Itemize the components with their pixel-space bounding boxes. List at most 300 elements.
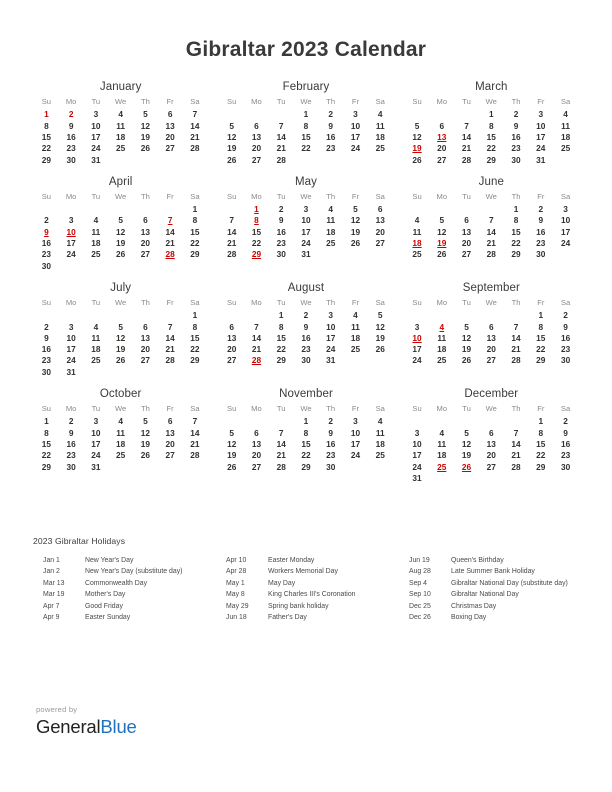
day-cell: 3 bbox=[353, 109, 358, 120]
day-cell: 9 bbox=[538, 215, 544, 226]
day-cell: 18 bbox=[91, 344, 101, 355]
day-cell: 14 bbox=[227, 226, 237, 237]
week-row bbox=[34, 462, 207, 473]
day-cell: 17 bbox=[66, 344, 76, 355]
day-cell: 19 bbox=[227, 143, 237, 154]
week-row bbox=[219, 132, 392, 143]
month-table bbox=[34, 299, 207, 378]
holiday-list-item bbox=[226, 601, 399, 612]
day-cell: 11 bbox=[561, 120, 570, 131]
holiday-name: New Year's Day bbox=[85, 557, 134, 564]
day-cell: 14 bbox=[165, 332, 175, 343]
weekday-header-th: Th bbox=[511, 297, 521, 307]
holiday-list-item bbox=[43, 555, 216, 566]
day-cell: 11 bbox=[116, 427, 126, 438]
day-cell: 21 bbox=[511, 344, 521, 355]
holiday-name: Mother's Day bbox=[85, 591, 126, 599]
day-cell: 19 bbox=[116, 344, 126, 355]
weekday-header-tu: Tu bbox=[91, 191, 101, 201]
month-table bbox=[219, 405, 392, 473]
day-cell-empty bbox=[244, 416, 269, 427]
day-cell: 7 bbox=[464, 120, 469, 131]
day-cell: 19 bbox=[350, 226, 361, 237]
weekday-header-we: We bbox=[300, 191, 312, 201]
day-cell: 8 bbox=[513, 215, 519, 226]
day-cell-empty bbox=[183, 367, 208, 378]
weekday-header-su: Su bbox=[412, 191, 422, 201]
week-row bbox=[405, 121, 578, 132]
day-cell: 1 bbox=[303, 416, 309, 427]
weekday-header-tu: Tu bbox=[276, 297, 286, 307]
day-cell: 18 bbox=[560, 131, 571, 142]
day-cell: 15 bbox=[41, 439, 51, 450]
day-cell: 22 bbox=[190, 344, 200, 355]
day-cell: 17 bbox=[326, 332, 336, 343]
month-name: July bbox=[110, 281, 132, 294]
day-cell-holiday: 25 bbox=[437, 461, 447, 472]
day-cell: 18 bbox=[350, 332, 361, 343]
day-cell: 29 bbox=[41, 154, 51, 165]
month-block-may bbox=[213, 176, 398, 282]
day-cell: 5 bbox=[229, 120, 235, 131]
month-name: May bbox=[294, 175, 317, 188]
day-cell: 12 bbox=[461, 439, 472, 450]
day-cell: 21 bbox=[165, 344, 175, 355]
week-row bbox=[219, 109, 392, 120]
day-cell: 2 bbox=[68, 416, 74, 427]
day-cell-empty bbox=[269, 416, 294, 427]
day-cell-empty bbox=[454, 473, 479, 484]
day-cell: 23 bbox=[326, 143, 336, 154]
day-cell: 6 bbox=[167, 109, 173, 120]
day-cell: 30 bbox=[41, 366, 51, 377]
week-row bbox=[219, 310, 392, 321]
weekday-header-fr: Fr bbox=[351, 191, 360, 201]
day-cell: 24 bbox=[91, 143, 101, 154]
weekday-header-we: We bbox=[485, 191, 497, 201]
day-cell-empty bbox=[318, 249, 343, 260]
holiday-list-item bbox=[43, 578, 216, 589]
day-cell: 3 bbox=[93, 109, 99, 120]
day-cell: 12 bbox=[412, 131, 422, 142]
day-cell: 27 bbox=[461, 249, 472, 260]
weekday-header-we: We bbox=[300, 404, 312, 414]
holiday-list-item bbox=[43, 601, 216, 612]
day-cell: 13 bbox=[227, 332, 237, 343]
holiday-list-item bbox=[43, 612, 216, 623]
day-cell: 1 bbox=[303, 109, 309, 120]
day-cell: 11 bbox=[375, 427, 385, 438]
weekday-header-th: Th bbox=[140, 404, 150, 414]
weekday-header-su: Su bbox=[227, 297, 237, 307]
day-cell-empty bbox=[219, 204, 244, 215]
day-cell: 13 bbox=[140, 226, 150, 237]
day-cell: 17 bbox=[66, 238, 76, 249]
day-cell: 28 bbox=[511, 461, 521, 472]
day-cell: 27 bbox=[140, 355, 150, 366]
day-cell: 16 bbox=[301, 332, 311, 343]
weekday-header-mo: Mo bbox=[436, 191, 448, 201]
week-row bbox=[34, 238, 207, 249]
day-cell-empty bbox=[84, 204, 109, 215]
month-block-august bbox=[213, 282, 398, 388]
day-cell: 31 bbox=[91, 154, 101, 165]
day-cell: 3 bbox=[538, 109, 544, 120]
day-cell: 14 bbox=[251, 332, 262, 343]
day-cell-empty bbox=[553, 473, 578, 484]
weekday-header-row bbox=[405, 193, 578, 204]
day-cell: 26 bbox=[227, 154, 237, 165]
month-table bbox=[405, 299, 578, 367]
day-cell: 13 bbox=[165, 120, 175, 131]
weekday-header-row bbox=[219, 299, 392, 310]
weekday-header-tu: Tu bbox=[91, 97, 101, 106]
day-cell: 10 bbox=[91, 427, 101, 438]
month-table bbox=[34, 193, 207, 272]
day-cell-holiday: 28 bbox=[251, 355, 262, 366]
day-cell: 6 bbox=[377, 204, 383, 215]
weekday-header-tu: Tu bbox=[91, 404, 101, 414]
day-cell: 5 bbox=[377, 310, 383, 321]
day-cell-empty bbox=[269, 109, 294, 120]
weekday-header-sa: Sa bbox=[560, 297, 571, 307]
day-cell: 30 bbox=[301, 355, 311, 366]
day-cell: 22 bbox=[486, 143, 496, 154]
day-cell: 10 bbox=[536, 120, 546, 131]
day-cell: 2 bbox=[278, 204, 284, 215]
holiday-date: Apr 10 bbox=[226, 557, 247, 564]
month-block-november bbox=[213, 388, 398, 494]
day-cell: 9 bbox=[328, 427, 334, 438]
day-cell: 26 bbox=[140, 143, 150, 154]
day-cell: 7 bbox=[229, 215, 235, 226]
day-cell: 20 bbox=[486, 450, 496, 461]
week-row bbox=[405, 355, 578, 366]
weekday-header-tu: Tu bbox=[462, 97, 471, 106]
holiday-date: Aug 28 bbox=[409, 568, 431, 576]
day-cell: 29 bbox=[301, 461, 311, 472]
day-cell: 23 bbox=[41, 355, 51, 366]
day-cell: 25 bbox=[116, 450, 126, 461]
day-cell: 14 bbox=[511, 439, 521, 450]
day-cell: 9 bbox=[513, 120, 519, 131]
day-cell: 27 bbox=[251, 154, 262, 165]
day-cell: 22 bbox=[251, 238, 262, 249]
day-cell: 23 bbox=[560, 344, 571, 355]
day-cell: 16 bbox=[560, 332, 571, 343]
day-cell: 31 bbox=[326, 355, 336, 366]
weekday-header-mo: Mo bbox=[251, 297, 262, 307]
day-cell-empty bbox=[405, 109, 430, 120]
weekday-header-we: We bbox=[300, 97, 312, 106]
day-cell: 4 bbox=[93, 215, 99, 226]
day-cell: 20 bbox=[461, 238, 472, 249]
day-cell: 26 bbox=[350, 238, 361, 249]
holidays-column-1 bbox=[33, 555, 216, 623]
week-row bbox=[405, 428, 578, 439]
day-cell-empty bbox=[429, 473, 454, 484]
day-cell: 16 bbox=[276, 226, 286, 237]
day-cell: 5 bbox=[464, 321, 469, 332]
day-cell-empty bbox=[528, 473, 553, 484]
day-cell: 10 bbox=[301, 215, 311, 226]
day-cell: 21 bbox=[190, 131, 200, 142]
month-name: February bbox=[282, 81, 330, 93]
day-cell: 21 bbox=[486, 238, 496, 249]
day-cell: 28 bbox=[190, 450, 200, 461]
holiday-list-item bbox=[409, 555, 581, 566]
weekday-header-tu: Tu bbox=[276, 97, 286, 106]
weekday-header-mo: Mo bbox=[436, 404, 448, 414]
day-cell: 11 bbox=[437, 332, 447, 343]
day-cell: 27 bbox=[486, 461, 496, 472]
weekday-header-sa: Sa bbox=[560, 404, 571, 414]
day-cell: 12 bbox=[116, 226, 126, 237]
day-cell: 30 bbox=[560, 461, 571, 472]
month-table bbox=[219, 299, 392, 367]
holidays-section-title: 2023 Gibraltar Holidays bbox=[33, 536, 126, 546]
day-cell: 3 bbox=[414, 427, 420, 438]
day-cell-empty bbox=[133, 155, 158, 166]
day-cell: 22 bbox=[301, 143, 311, 154]
holiday-name: Queen's Birthday bbox=[451, 557, 504, 564]
day-cell: 10 bbox=[350, 427, 361, 438]
day-cell: 2 bbox=[44, 215, 49, 226]
day-cell: 22 bbox=[536, 344, 546, 355]
day-cell: 8 bbox=[44, 427, 49, 438]
day-cell: 10 bbox=[560, 215, 571, 226]
day-cell: 19 bbox=[375, 332, 385, 343]
day-cell: 5 bbox=[118, 321, 123, 332]
weekday-header-sa: Sa bbox=[375, 97, 385, 106]
week-row bbox=[219, 439, 392, 450]
weekday-header-fr: Fr bbox=[351, 97, 360, 106]
day-cell: 29 bbox=[190, 355, 200, 366]
day-cell: 20 bbox=[251, 450, 262, 461]
holiday-name: Workers Memorial Day bbox=[268, 568, 338, 576]
day-cell-empty bbox=[429, 109, 454, 120]
day-cell: 20 bbox=[165, 131, 175, 142]
day-cell: 17 bbox=[412, 450, 422, 461]
day-cell: 27 bbox=[486, 355, 496, 366]
holiday-name: King Charles III's Coronation bbox=[268, 591, 356, 599]
day-cell: 31 bbox=[412, 472, 422, 483]
day-cell: 3 bbox=[68, 215, 74, 226]
day-cell: 17 bbox=[91, 439, 101, 450]
day-cell: 18 bbox=[437, 344, 447, 355]
week-row bbox=[219, 121, 392, 132]
month-block-july bbox=[28, 282, 213, 388]
day-cell: 13 bbox=[251, 439, 262, 450]
week-row bbox=[34, 132, 207, 143]
month-name: June bbox=[478, 175, 504, 188]
day-cell: 2 bbox=[563, 310, 568, 321]
day-cell: 3 bbox=[563, 204, 568, 215]
weekday-header-row bbox=[219, 98, 392, 109]
day-cell: 31 bbox=[91, 461, 101, 472]
day-cell-holiday: 1 bbox=[44, 109, 49, 120]
day-cell: 4 bbox=[414, 215, 420, 226]
holiday-list-item bbox=[409, 578, 581, 589]
day-cell-empty bbox=[108, 367, 133, 378]
day-cell-holiday: 9 bbox=[44, 226, 49, 237]
weekday-header-su: Su bbox=[227, 404, 237, 414]
day-cell: 6 bbox=[229, 321, 235, 332]
day-cell: 27 bbox=[251, 461, 262, 472]
day-cell: 16 bbox=[326, 131, 336, 142]
day-cell: 2 bbox=[328, 109, 334, 120]
day-cell: 16 bbox=[66, 131, 76, 142]
day-cell: 23 bbox=[66, 143, 76, 154]
day-cell: 11 bbox=[412, 226, 422, 237]
weekday-header-sa: Sa bbox=[190, 97, 200, 106]
weekday-header-fr: Fr bbox=[537, 297, 545, 307]
day-cell: 21 bbox=[165, 238, 175, 249]
weekday-header-row bbox=[405, 405, 578, 416]
week-row bbox=[405, 109, 578, 120]
day-cell: 24 bbox=[66, 249, 76, 260]
day-cell: 9 bbox=[68, 120, 74, 131]
month-name: November bbox=[279, 388, 333, 401]
holiday-name: Late Summer Bank Holiday bbox=[451, 568, 535, 576]
day-cell: 22 bbox=[511, 238, 521, 249]
day-cell: 3 bbox=[68, 321, 74, 332]
weekday-header-su: Su bbox=[412, 297, 422, 307]
day-cell: 25 bbox=[91, 355, 101, 366]
day-cell-empty bbox=[343, 249, 368, 260]
day-cell-empty bbox=[479, 204, 504, 215]
day-cell: 15 bbox=[486, 131, 496, 142]
week-row bbox=[34, 310, 207, 321]
month-block-january bbox=[28, 81, 213, 176]
holiday-name: May Day bbox=[268, 579, 296, 587]
day-cell: 6 bbox=[143, 215, 148, 226]
day-cell: 17 bbox=[350, 131, 361, 142]
day-cell: 12 bbox=[227, 131, 237, 142]
day-cell: 6 bbox=[167, 416, 173, 427]
weekday-header-fr: Fr bbox=[351, 297, 360, 307]
week-row bbox=[405, 416, 578, 427]
day-cell: 3 bbox=[303, 204, 309, 215]
week-row bbox=[405, 333, 578, 344]
holiday-date: Jun 18 bbox=[226, 613, 247, 621]
day-cell-empty bbox=[108, 261, 133, 272]
brand-name-blue: Blue bbox=[100, 716, 137, 737]
brand-name-general: General bbox=[36, 716, 101, 737]
day-cell-empty bbox=[343, 355, 368, 366]
holiday-list-item bbox=[226, 555, 399, 566]
weekday-header-row bbox=[34, 193, 207, 204]
weekday-header-sa: Sa bbox=[190, 191, 200, 201]
weekday-header-mo: Mo bbox=[65, 297, 77, 307]
day-cell-empty bbox=[405, 204, 430, 215]
day-cell: 29 bbox=[536, 461, 546, 472]
holiday-date: Mar 13 bbox=[43, 579, 65, 587]
day-cell: 20 bbox=[140, 344, 150, 355]
day-cell: 29 bbox=[536, 355, 546, 366]
day-cell: 14 bbox=[190, 120, 200, 131]
holiday-name: Spring bank holiday bbox=[268, 602, 329, 610]
day-cell: 16 bbox=[326, 439, 336, 450]
week-row bbox=[219, 249, 392, 260]
day-cell: 5 bbox=[464, 427, 469, 438]
week-row bbox=[219, 462, 392, 473]
weekday-header-th: Th bbox=[326, 97, 336, 106]
day-cell: 2 bbox=[328, 416, 334, 427]
weekday-header-sa: Sa bbox=[375, 191, 385, 201]
week-row bbox=[219, 227, 392, 238]
day-cell: 27 bbox=[140, 249, 150, 260]
day-cell-empty bbox=[108, 310, 133, 321]
day-cell: 7 bbox=[278, 120, 284, 131]
day-cell: 14 bbox=[486, 226, 496, 237]
day-cell: 19 bbox=[461, 450, 472, 461]
week-row bbox=[34, 155, 207, 166]
day-cell: 20 bbox=[375, 226, 385, 237]
day-cell: 4 bbox=[118, 109, 123, 120]
week-row bbox=[34, 227, 207, 238]
day-cell: 1 bbox=[192, 204, 198, 215]
day-cell: 11 bbox=[116, 120, 126, 131]
day-cell: 27 bbox=[437, 154, 447, 165]
day-cell: 12 bbox=[461, 332, 472, 343]
day-cell: 5 bbox=[143, 109, 148, 120]
day-cell: 18 bbox=[375, 439, 385, 450]
day-cell-empty bbox=[368, 155, 393, 166]
day-cell: 25 bbox=[91, 249, 101, 260]
week-row bbox=[405, 143, 578, 154]
holiday-date: Jan 2 bbox=[43, 568, 60, 576]
day-cell: 23 bbox=[66, 450, 76, 461]
day-cell: 7 bbox=[167, 321, 173, 332]
holidays-columns bbox=[33, 555, 581, 623]
day-cell: 18 bbox=[375, 131, 385, 142]
week-row bbox=[405, 204, 578, 215]
weekday-header-su: Su bbox=[41, 97, 52, 106]
day-cell: 7 bbox=[278, 427, 284, 438]
day-cell: 30 bbox=[536, 249, 546, 260]
day-cell: 3 bbox=[414, 321, 420, 332]
weekday-header-tu: Tu bbox=[91, 297, 101, 307]
holiday-date: May 29 bbox=[226, 602, 249, 610]
week-row bbox=[34, 109, 207, 120]
weekday-header-mo: Mo bbox=[436, 97, 448, 106]
weekday-header-row bbox=[405, 299, 578, 310]
day-cell: 31 bbox=[536, 154, 546, 165]
day-cell-holiday: 10 bbox=[66, 226, 76, 237]
weekday-header-sa: Sa bbox=[375, 404, 385, 414]
weekday-header-tu: Tu bbox=[462, 404, 471, 414]
day-cell: 11 bbox=[91, 332, 101, 343]
day-cell: 26 bbox=[375, 344, 385, 355]
day-cell: 11 bbox=[326, 215, 336, 226]
day-cell: 4 bbox=[563, 109, 568, 120]
month-block-march bbox=[399, 81, 584, 176]
day-cell: 28 bbox=[276, 461, 286, 472]
day-cell: 11 bbox=[375, 120, 385, 131]
holiday-list-item bbox=[409, 612, 581, 623]
day-cell: 22 bbox=[276, 344, 286, 355]
weekday-header-th: Th bbox=[140, 191, 150, 201]
day-cell: 18 bbox=[437, 450, 447, 461]
day-cell-empty bbox=[294, 155, 319, 166]
day-cell-empty bbox=[454, 416, 479, 427]
day-cell: 31 bbox=[66, 366, 76, 377]
weekday-header-sa: Sa bbox=[560, 191, 571, 201]
day-cell: 1 bbox=[278, 310, 284, 321]
holiday-name: Good Friday bbox=[85, 602, 123, 610]
day-cell: 7 bbox=[513, 427, 519, 438]
